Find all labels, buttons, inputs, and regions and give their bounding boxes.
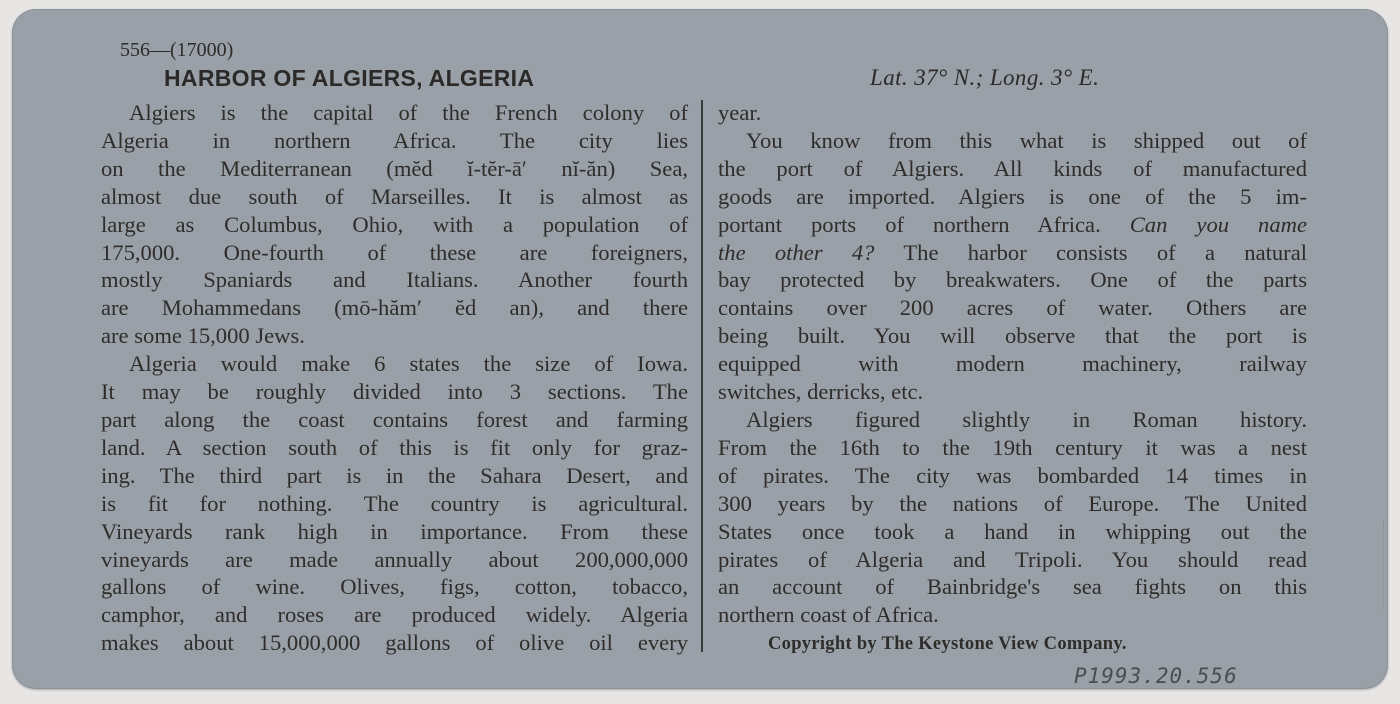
text-line: goods are imported. Algiers is one of the 5 im-: [718, 183, 1307, 209]
text-line: part along the coast contains forest and farming: [101, 406, 688, 432]
text-line: 175,000. One-fourth of these are foreigners,: [101, 239, 688, 265]
coordinates: Lat. 37° N.; Long. 3° E.: [870, 65, 1100, 90]
text-line: on the Mediterranean (mĕd ĭ-tĕr-ā′ nĭ-ăn) Sea,: [101, 155, 688, 181]
text-line: the port of Algiers. All kinds of manufactured: [718, 155, 1307, 181]
text-line: You know from this what is shipped out of: [746, 127, 1307, 153]
accession-number: P1993.20.556: [1074, 664, 1238, 688]
left-text-column: [101, 99, 688, 657]
text-line: contains over 200 acres of water. Others are: [718, 295, 1307, 321]
text-line: [718, 239, 1307, 267]
text-line: bay protected by breakwaters. One of the parts: [718, 267, 1307, 293]
text-line: Vineyards rank high in importance. From these: [101, 518, 688, 544]
text-line: is fit for nothing. The country is agricultural.: [101, 490, 688, 516]
italic-question-part: the other 4?: [718, 239, 875, 265]
text-segment: The harbor consists of a natural: [874, 239, 1307, 265]
text-line: almost due south of Marseilles. It is almost as: [101, 183, 688, 209]
text-line: ing. The third part is in the Sahara Desert, and: [101, 462, 688, 488]
text-line: of pirates. The city was bombarded 14 times in: [718, 462, 1307, 488]
text-line: are Mohammedans (mō-hăm′ ĕd an), and there: [101, 295, 688, 321]
text-segment: portant ports of northern Africa.: [718, 211, 1130, 237]
text-line: large as Columbus, Ohio, with a population of: [101, 211, 688, 237]
text-line: [718, 211, 1307, 239]
text-line: States once took a hand in whipping out the: [718, 518, 1307, 544]
text-line: mostly Spaniards and Italians. Another fourth: [101, 267, 688, 293]
text-line: makes about 15,000,000 gallons of olive oil every: [101, 630, 688, 656]
text-line: equipped with modern machinery, railway: [718, 351, 1307, 377]
text-line: gallons of wine. Olives, figs, cotton, tobacco,: [101, 574, 688, 600]
column-divider: [701, 100, 703, 652]
edge-mark: [1383, 520, 1396, 610]
text-line: year.: [718, 100, 762, 125]
text-line: land. A section south of this is fit only for graz-: [101, 434, 688, 460]
text-line: Algiers is the capital of the French colony of: [129, 100, 688, 125]
text-line: Algiers figured slightly in Roman history.: [746, 406, 1307, 432]
text-line: switches, derricks, etc.: [718, 379, 924, 405]
text-line: northern coast of Africa.: [718, 602, 939, 628]
text-line: Algeria in northern Africa. The city lies: [101, 127, 688, 153]
text-line: 300 years by the nations of Europe. The United: [718, 490, 1307, 516]
card-number: 556—(17000): [120, 39, 234, 61]
copyright-notice: Copyright by The Keystone View Company.: [768, 634, 1127, 654]
text-line: an account of Bainbridge's sea fights on this: [718, 574, 1307, 600]
text-line: are some 15,000 Jews.: [101, 323, 305, 349]
text-line: camphor, and roses are produced widely. Algeria: [101, 602, 688, 628]
right-text-column: [718, 99, 1307, 629]
text-line: Algeria would make 6 states the size of Iowa.: [129, 351, 688, 377]
card-title: HARBOR OF ALGIERS, ALGERIA: [164, 65, 535, 91]
text-line: vineyards are made annually about 200,000,000: [101, 546, 688, 572]
text-line: From the 16th to the 19th century it was a nest: [718, 434, 1307, 460]
italic-question-part: Can you name: [1129, 211, 1307, 237]
text-line: being built. You will observe that the port is: [718, 323, 1307, 349]
text-line: It may be roughly divided into 3 sections. The: [101, 379, 688, 405]
text-line: pirates of Algeria and Tripoli. You should read: [718, 546, 1307, 572]
